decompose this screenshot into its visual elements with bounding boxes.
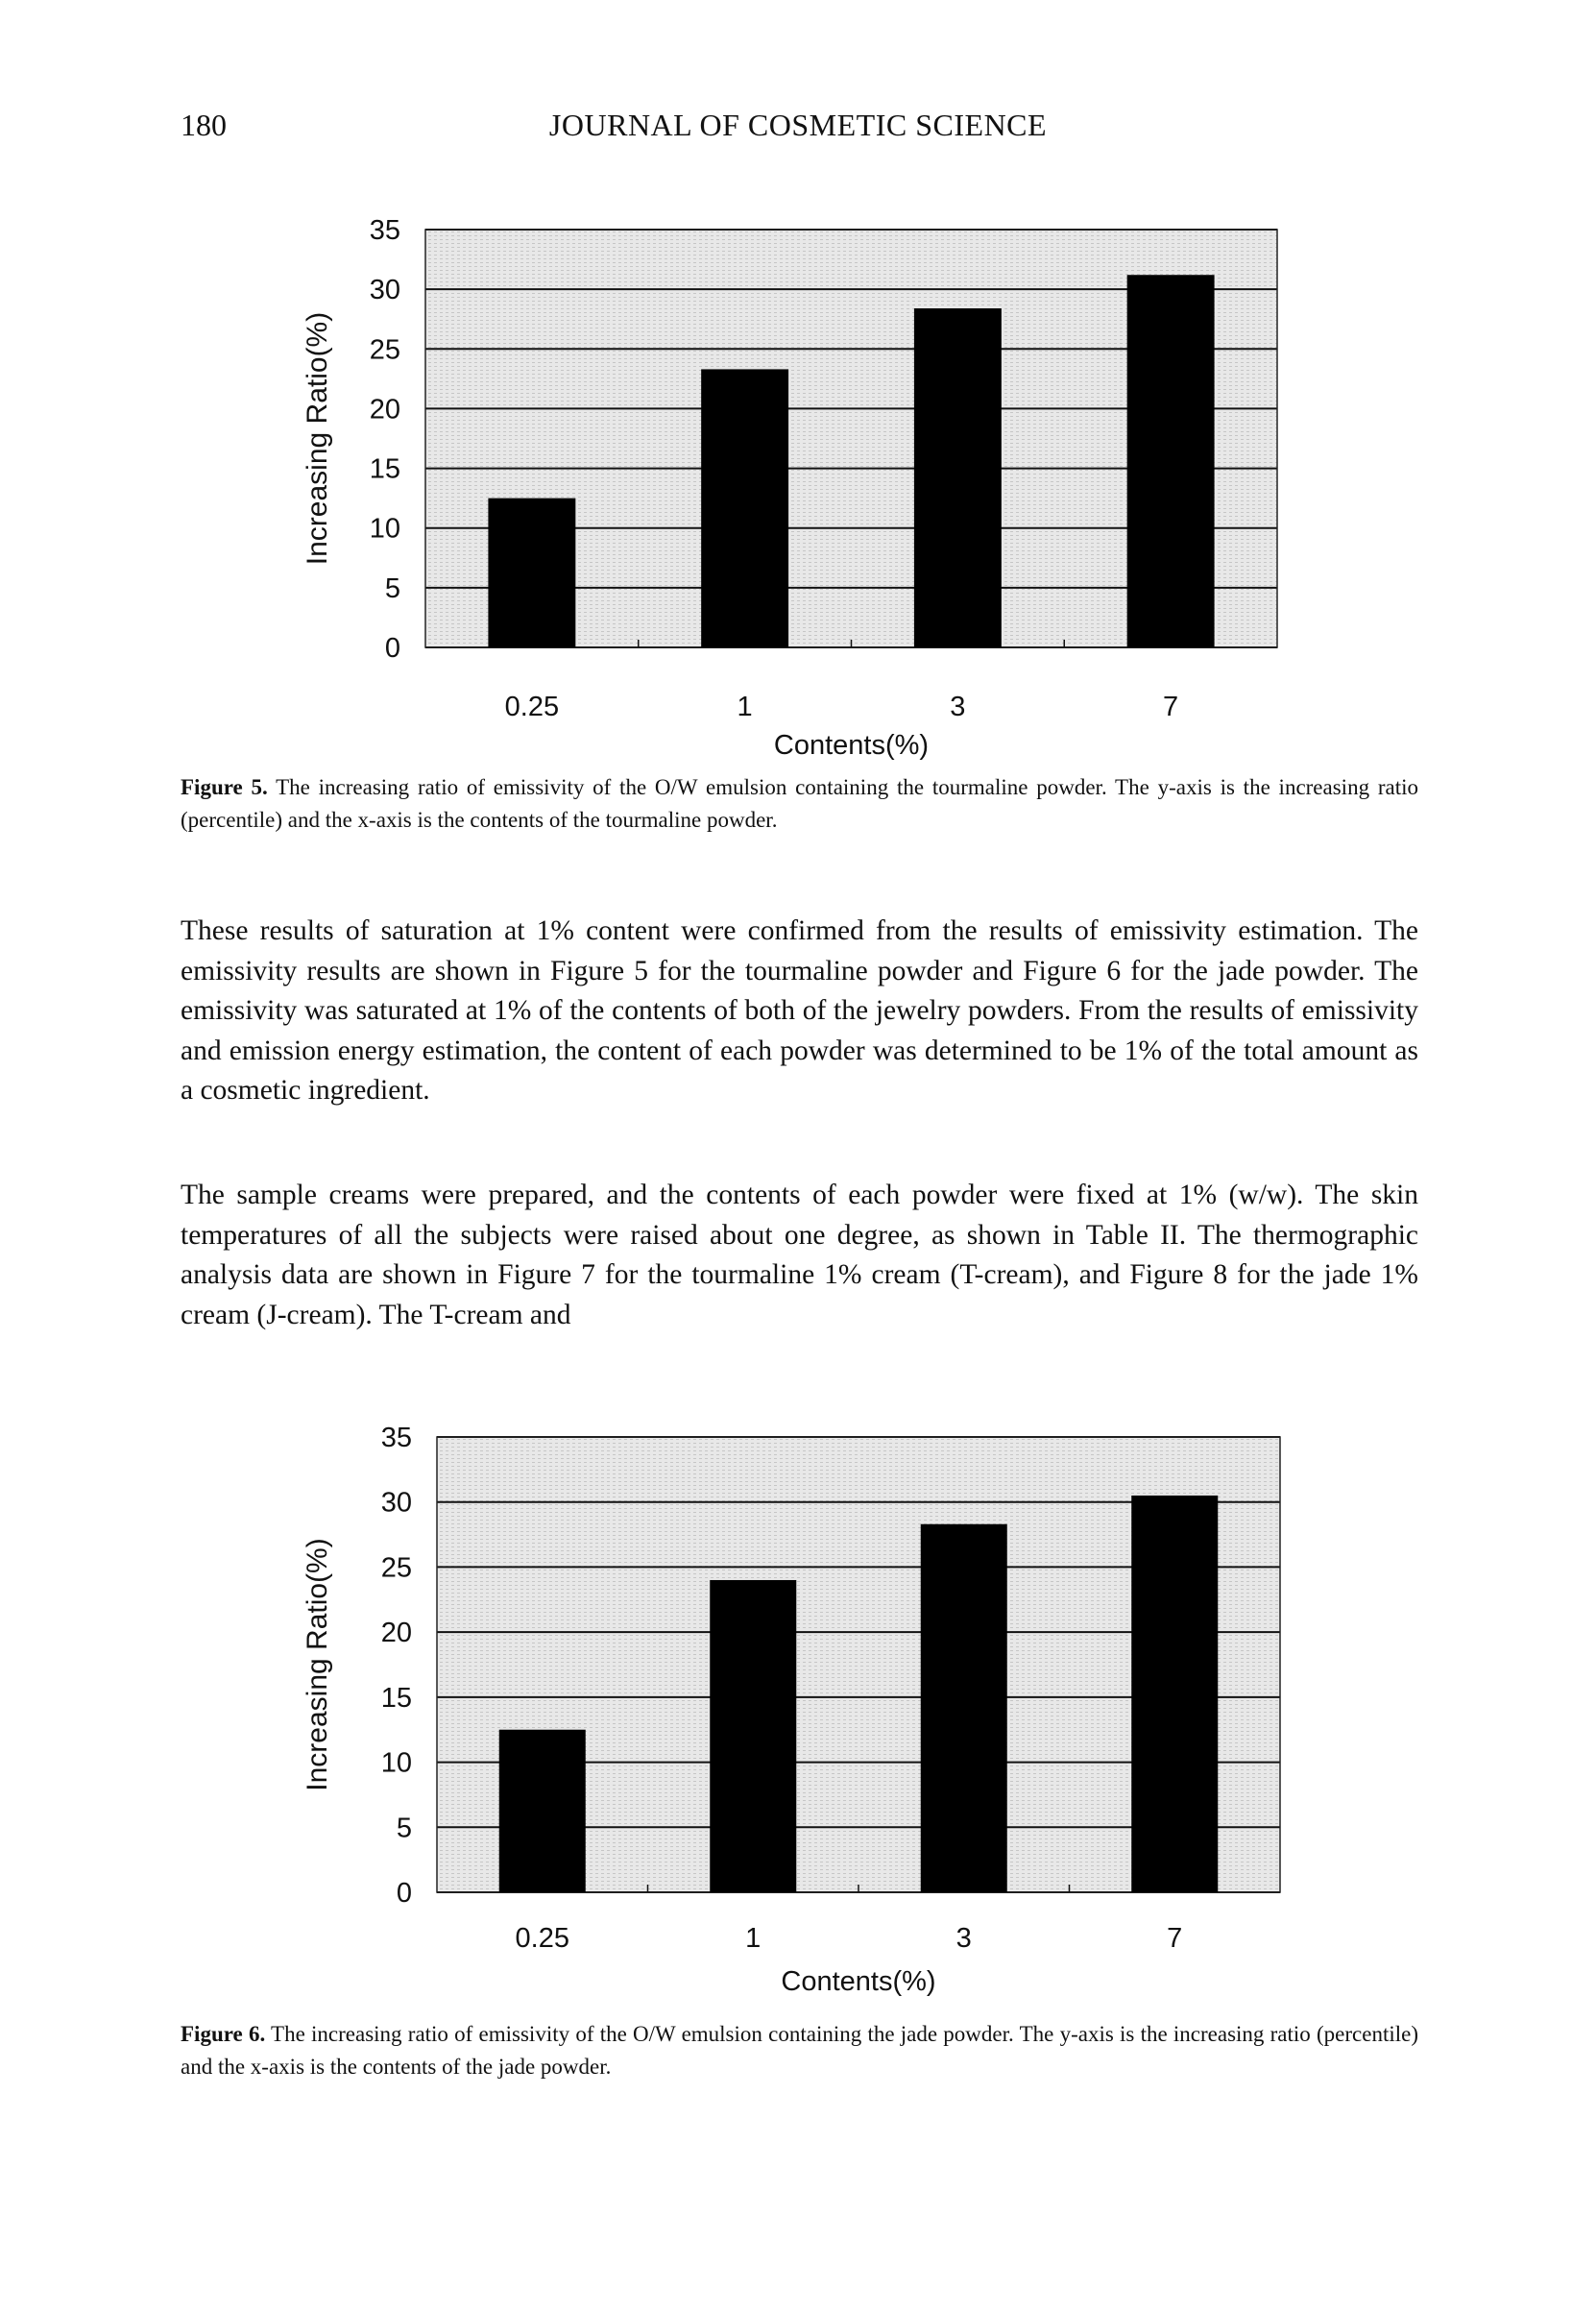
- figure-6-label: Figure 6.: [181, 2022, 266, 2046]
- figure-5-caption: [181, 771, 1418, 837]
- bar: [914, 308, 1002, 647]
- y-tick-label: 35: [380, 1423, 412, 1453]
- paragraph-1: These results of saturation at 1% content were confirmed from the results of emissivity estimation. The emissivity results are shown in Figure 5 for the tourmaline powder and Figure 6 for the jade powder. The emissivity was saturated at 1% of the contents of both of the jewelry powders. From the results of emissivity and emission energy estimation, the content of each powder was determined to be 1% of the total amount as a cosmetic ingredient.: [181, 915, 1418, 1106]
- paragraph-2: The sample creams were prepared, and the contents of each powder were fixed at 1% (w/w). The skin temperatures of all the subjects were raised about one degree, as shown in Table II. The thermographic analysis data are shown in Figure 7 for the tourmaline 1% cream (T-cream), and Figure 8 for the jade 1% cream (J-cream). The T-cream and: [181, 1180, 1418, 1330]
- figure-5-caption-text: The increasing ratio of emissivity of the O/W emulsion containing the tourmaline powder. The y-axis is the increasing ratio (percentile) and the x-axis is the contents of the tourmaline powder.: [181, 775, 1418, 832]
- y-tick-label: 5: [384, 572, 400, 604]
- figure-5-label: Figure 5.: [181, 775, 268, 799]
- bar: [710, 1580, 796, 1892]
- bar: [499, 1730, 586, 1892]
- figure-6-caption: [181, 2018, 1418, 2083]
- x-axis-title: Contents(%): [781, 1966, 936, 1997]
- running-head: JOURNAL OF COSMETIC SCIENCE: [548, 108, 1048, 142]
- y-tick-label: 25: [369, 334, 400, 366]
- y-tick-label: 35: [369, 215, 400, 246]
- x-tick-label: 3: [950, 692, 966, 722]
- y-tick-label: 5: [396, 1813, 412, 1844]
- y-tick-label: 0: [384, 633, 400, 664]
- y-axis-title: Increasing Ratio(%): [302, 1538, 333, 1791]
- y-tick-label: 10: [369, 513, 400, 545]
- bar: [1131, 1496, 1218, 1892]
- bar: [921, 1524, 1007, 1892]
- x-tick-label: 7: [1167, 1923, 1183, 1954]
- y-tick-label: 15: [369, 453, 400, 485]
- y-tick-label: 25: [380, 1552, 412, 1584]
- y-tick-label: 30: [369, 275, 400, 306]
- x-tick-label: 0.25: [504, 692, 560, 722]
- y-tick-label: 20: [369, 394, 400, 426]
- y-tick-label: 0: [396, 1878, 412, 1909]
- figure-5-chart: [278, 197, 1316, 764]
- y-tick-label: 15: [380, 1682, 412, 1714]
- bar: [1127, 275, 1215, 647]
- figure-6-caption-text: The increasing ratio of emissivity of the O/W emulsion containing the jade powder. The y-axis is the increasing ratio (percentile) and the x-axis is the contents of the jade powder.: [181, 2022, 1419, 2079]
- x-tick-label: 0.25: [515, 1923, 569, 1954]
- x-axis-title: Contents(%): [773, 730, 930, 761]
- page-number: 180: [181, 108, 227, 142]
- x-tick-label: 1: [737, 692, 753, 722]
- y-tick-label: 10: [380, 1747, 412, 1779]
- x-tick-label: 3: [955, 1923, 972, 1954]
- figure-6-chart: [278, 1404, 1316, 2000]
- y-tick-label: 30: [380, 1487, 412, 1519]
- y-axis-title: Increasing Ratio(%): [302, 311, 333, 566]
- bar: [488, 499, 575, 647]
- y-tick-label: 20: [380, 1618, 412, 1649]
- x-tick-label: 7: [1163, 692, 1179, 722]
- bar: [701, 369, 788, 647]
- x-tick-label: 1: [745, 1923, 762, 1954]
